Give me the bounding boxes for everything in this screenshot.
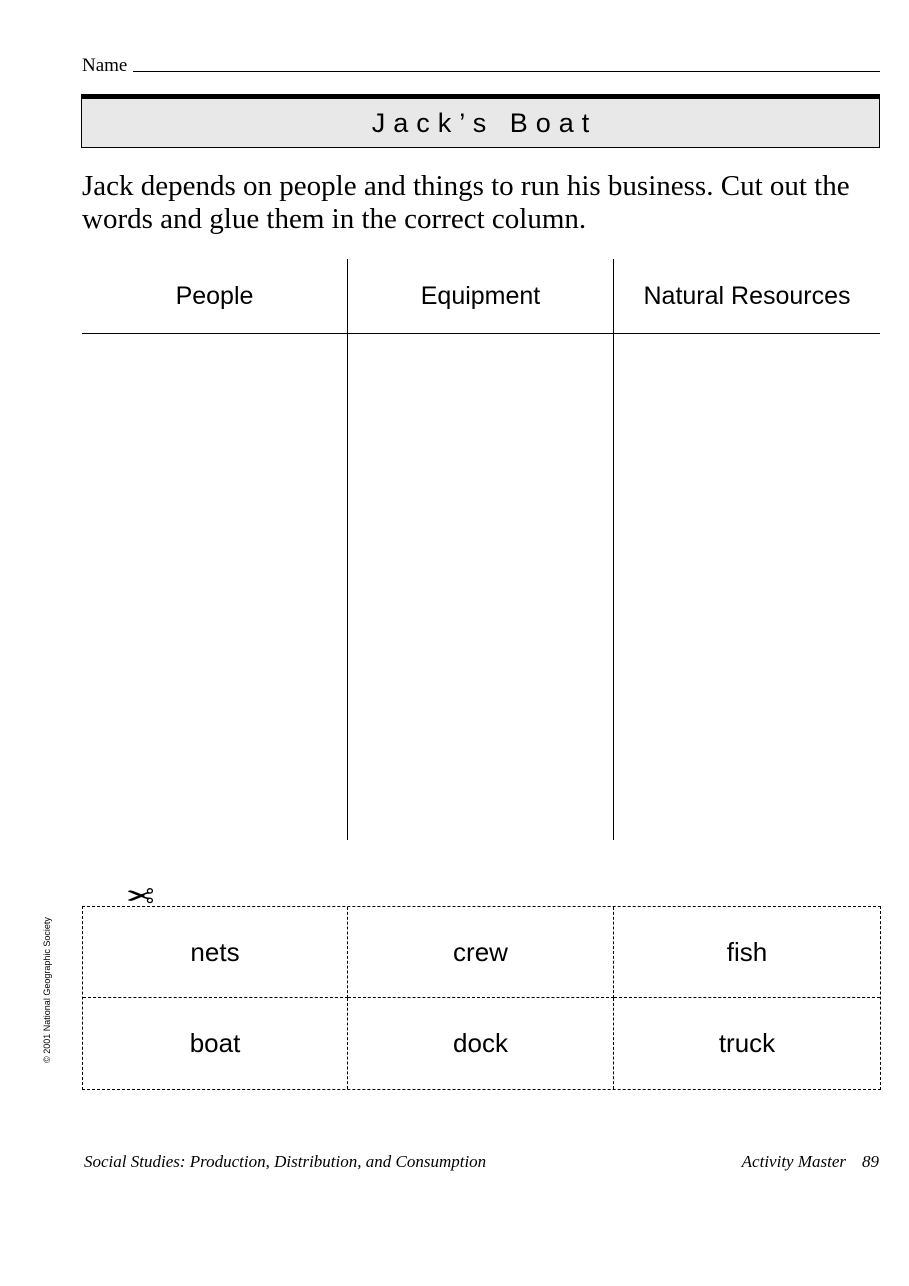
column-header-equipment: Equipment — [420, 281, 541, 310]
instructions: Jack depends on people and things to run his business. Cut out the words and glue them in the correct column. — [82, 170, 850, 235]
page-title: Jack’s Boat — [371, 108, 598, 138]
column-header-natural-resources: Natural Resources — [643, 281, 851, 310]
title-bar — [81, 94, 880, 148]
word-card[interactable]: nets — [83, 907, 348, 998]
scissors-icon: ✂ — [126, 877, 155, 917]
column-header-people: People — [175, 281, 254, 310]
column-divider — [347, 259, 348, 840]
sorting-table — [82, 259, 880, 840]
word-card[interactable]: fish — [614, 907, 880, 998]
footer-series-title: Social Studies: Production, Distribution, and Consumption — [84, 1152, 487, 1171]
word-card[interactable]: boat — [83, 998, 348, 1089]
word-card[interactable]: dock — [348, 998, 614, 1089]
name-field-row — [82, 54, 880, 76]
copyright-notice: © 2001 National Geographic Society — [42, 917, 52, 1063]
footer-activity-master: Activity Master — [741, 1152, 846, 1171]
footer-activity-label — [742, 1152, 879, 1172]
word-card[interactable]: truck — [718, 1028, 776, 1058]
header-divider — [82, 333, 880, 334]
column-divider — [613, 259, 614, 840]
cutout-word-grid — [82, 906, 881, 1090]
page-number: 89 — [862, 1152, 879, 1171]
word-card[interactable]: crew — [348, 907, 614, 998]
name-line[interactable] — [133, 71, 880, 72]
name-label: Name — [82, 55, 128, 76]
